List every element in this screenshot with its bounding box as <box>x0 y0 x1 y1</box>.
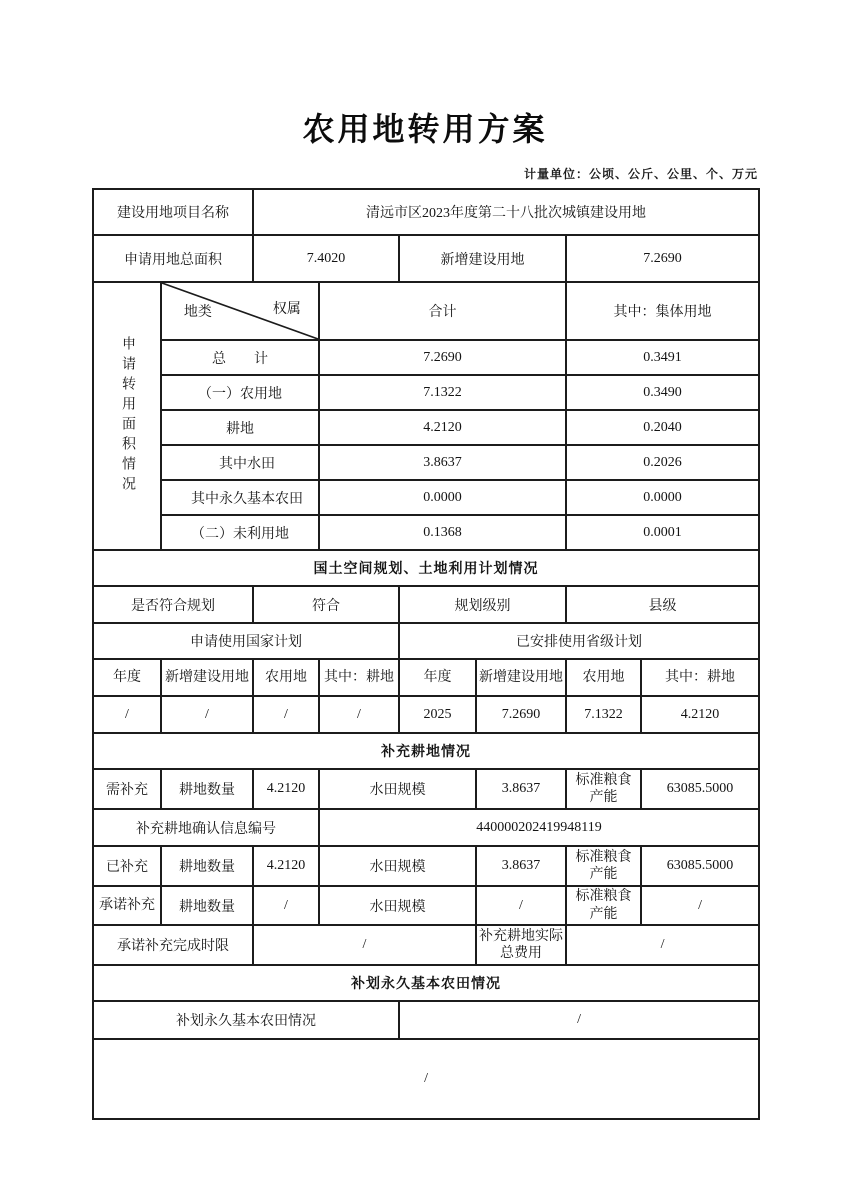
supplement-confirm-row <box>93 809 759 846</box>
row-total-value: 4.2120 <box>319 410 566 445</box>
paddy-scale-value: 3.8637 <box>476 846 566 886</box>
project-name-label: 建设用地项目名称 <box>93 189 253 235</box>
column-header-collective: 其中：集体用地 <box>566 282 759 340</box>
planning-compliance-row <box>93 586 759 623</box>
actual-cost-label: 补充耕地实际总费用 <box>476 925 566 965</box>
transfer-row-paddy <box>93 445 759 480</box>
quantity-label: 耕地数量 <box>161 769 253 809</box>
row-name: 其中永久基本农田 <box>161 480 319 515</box>
total-area-value: 7.4020 <box>253 235 399 282</box>
farmland-remark-row <box>93 1039 759 1119</box>
confirm-number-value: 440000202419948119 <box>319 809 759 846</box>
col-agricultural: 农用地 <box>253 659 319 696</box>
row-name: 总 计 <box>161 340 319 375</box>
project-name-value: 清远市区2023年度第二十八批次城镇建设用地 <box>253 189 759 235</box>
col-new-construction: 新增建设用地 <box>476 659 566 696</box>
plan-value: 4.2120 <box>641 696 759 733</box>
row-name: 其中水田 <box>161 445 319 480</box>
project-name-row <box>93 189 759 235</box>
grain-capacity-value: 63085.5000 <box>641 846 759 886</box>
row-total-value: 3.8637 <box>319 445 566 480</box>
supplement-row-label: 承诺补充 <box>93 886 161 925</box>
compliance-label: 是否符合规划 <box>93 586 253 623</box>
diagonal-label-landtype: 地类 <box>183 305 212 320</box>
row-name: 耕地 <box>161 410 319 445</box>
total-area-label: 申请用地总面积 <box>93 235 253 282</box>
col-cultivated: 其中：耕地 <box>319 659 399 696</box>
compliance-value: 符合 <box>253 586 399 623</box>
col-cultivated: 其中：耕地 <box>641 659 759 696</box>
confirm-number-label: 补充耕地确认信息编号 <box>93 809 319 846</box>
actual-cost-value: / <box>566 925 759 965</box>
col-new-construction: 新增建设用地 <box>161 659 253 696</box>
deadline-label: 承诺补充完成时限 <box>93 925 253 965</box>
plan-value: 7.1322 <box>566 696 641 733</box>
supplement-section-header-row <box>93 733 759 769</box>
farmland-status-value: / <box>399 1001 759 1039</box>
row-total-value: 7.2690 <box>319 340 566 375</box>
plan-value: / <box>161 696 253 733</box>
plan-value: / <box>93 696 161 733</box>
row-name: （一）农用地 <box>161 375 319 410</box>
grain-capacity-label: 标准粮食产能 <box>566 846 641 886</box>
transfer-row-total <box>93 340 759 375</box>
quantity-label: 耕地数量 <box>161 886 253 925</box>
plan-level-value: 县级 <box>566 586 759 623</box>
row-total-value: 7.1322 <box>319 375 566 410</box>
supplement-section-title: 补充耕地情况 <box>93 733 759 769</box>
grain-capacity-value: / <box>641 886 759 925</box>
grain-capacity-value: 63085.5000 <box>641 769 759 809</box>
farmland-remark-value: / <box>93 1039 759 1119</box>
transfer-header-row <box>93 282 759 340</box>
quantity-value: 4.2120 <box>253 769 319 809</box>
paddy-scale-label: 水田规模 <box>319 769 476 809</box>
national-plan-label: 申请使用国家计划 <box>93 623 399 659</box>
col-year: 年度 <box>93 659 161 696</box>
plan-value: / <box>253 696 319 733</box>
quantity-value: / <box>253 886 319 925</box>
transfer-row-unused <box>93 515 759 550</box>
column-header-total: 合计 <box>319 282 566 340</box>
grain-capacity-label: 标准粮食产能 <box>566 769 641 809</box>
paddy-scale-value: 3.8637 <box>476 769 566 809</box>
diagonal-label-ownership: 权属 <box>272 301 301 317</box>
row-collective-value: 0.0001 <box>566 515 759 550</box>
supplement-promised-row <box>93 886 759 925</box>
planning-section-header-row <box>93 550 759 586</box>
paddy-scale-label: 水田规模 <box>319 886 476 925</box>
supplement-deadline-row <box>93 925 759 965</box>
transfer-row-permanent-farmland <box>93 480 759 515</box>
grain-capacity-label: 标准粮食产能 <box>566 886 641 925</box>
plan-value: 2025 <box>399 696 476 733</box>
transfer-row-cultivated <box>93 410 759 445</box>
page-title: 农用地转用方案 <box>302 111 548 147</box>
land-conversion-form-table <box>92 188 760 1120</box>
row-collective-value: 0.0000 <box>566 480 759 515</box>
farmland-section-header-row <box>93 965 759 1001</box>
new-construction-land-label: 新增建设用地 <box>399 235 566 282</box>
new-construction-land-value: 7.2690 <box>566 235 759 282</box>
farmland-status-label: 补划永久基本农田情况 <box>93 1001 399 1039</box>
plan-value: / <box>319 696 399 733</box>
paddy-scale-value: / <box>476 886 566 925</box>
farmland-section-title: 补划永久基本农田情况 <box>93 965 759 1001</box>
supplement-needed-row <box>93 769 759 809</box>
row-collective-value: 0.2026 <box>566 445 759 480</box>
supplement-done-row <box>93 846 759 886</box>
measurement-unit-note: 计量单位：公顷、公斤、公里、个、万元 <box>523 167 758 181</box>
total-area-row <box>93 235 759 282</box>
col-agricultural: 农用地 <box>566 659 641 696</box>
deadline-value: / <box>253 925 476 965</box>
row-collective-value: 0.3490 <box>566 375 759 410</box>
plan-type-row <box>93 623 759 659</box>
supplement-row-label: 已补充 <box>93 846 161 886</box>
row-collective-value: 0.3491 <box>566 340 759 375</box>
row-total-value: 0.0000 <box>319 480 566 515</box>
paddy-scale-label: 水田规模 <box>319 846 476 886</box>
plan-columns-header-row <box>93 659 759 696</box>
plan-values-row <box>93 696 759 733</box>
transfer-side-label: 申请转用面积情况 <box>93 282 161 550</box>
plan-level-label: 规划级别 <box>399 586 566 623</box>
quantity-label: 耕地数量 <box>161 846 253 886</box>
transfer-row-agricultural <box>93 375 759 410</box>
diagonal-header-cell <box>161 282 319 340</box>
row-collective-value: 0.2040 <box>566 410 759 445</box>
col-year: 年度 <box>399 659 476 696</box>
row-name: （二）未利用地 <box>161 515 319 550</box>
supplement-row-label: 需补充 <box>93 769 161 809</box>
provincial-plan-label: 已安排使用省级计划 <box>399 623 759 659</box>
row-total-value: 0.1368 <box>319 515 566 550</box>
quantity-value: 4.2120 <box>253 846 319 886</box>
plan-value: 7.2690 <box>476 696 566 733</box>
farmland-status-row <box>93 1001 759 1039</box>
planning-section-title: 国土空间规划、土地利用计划情况 <box>93 550 759 586</box>
